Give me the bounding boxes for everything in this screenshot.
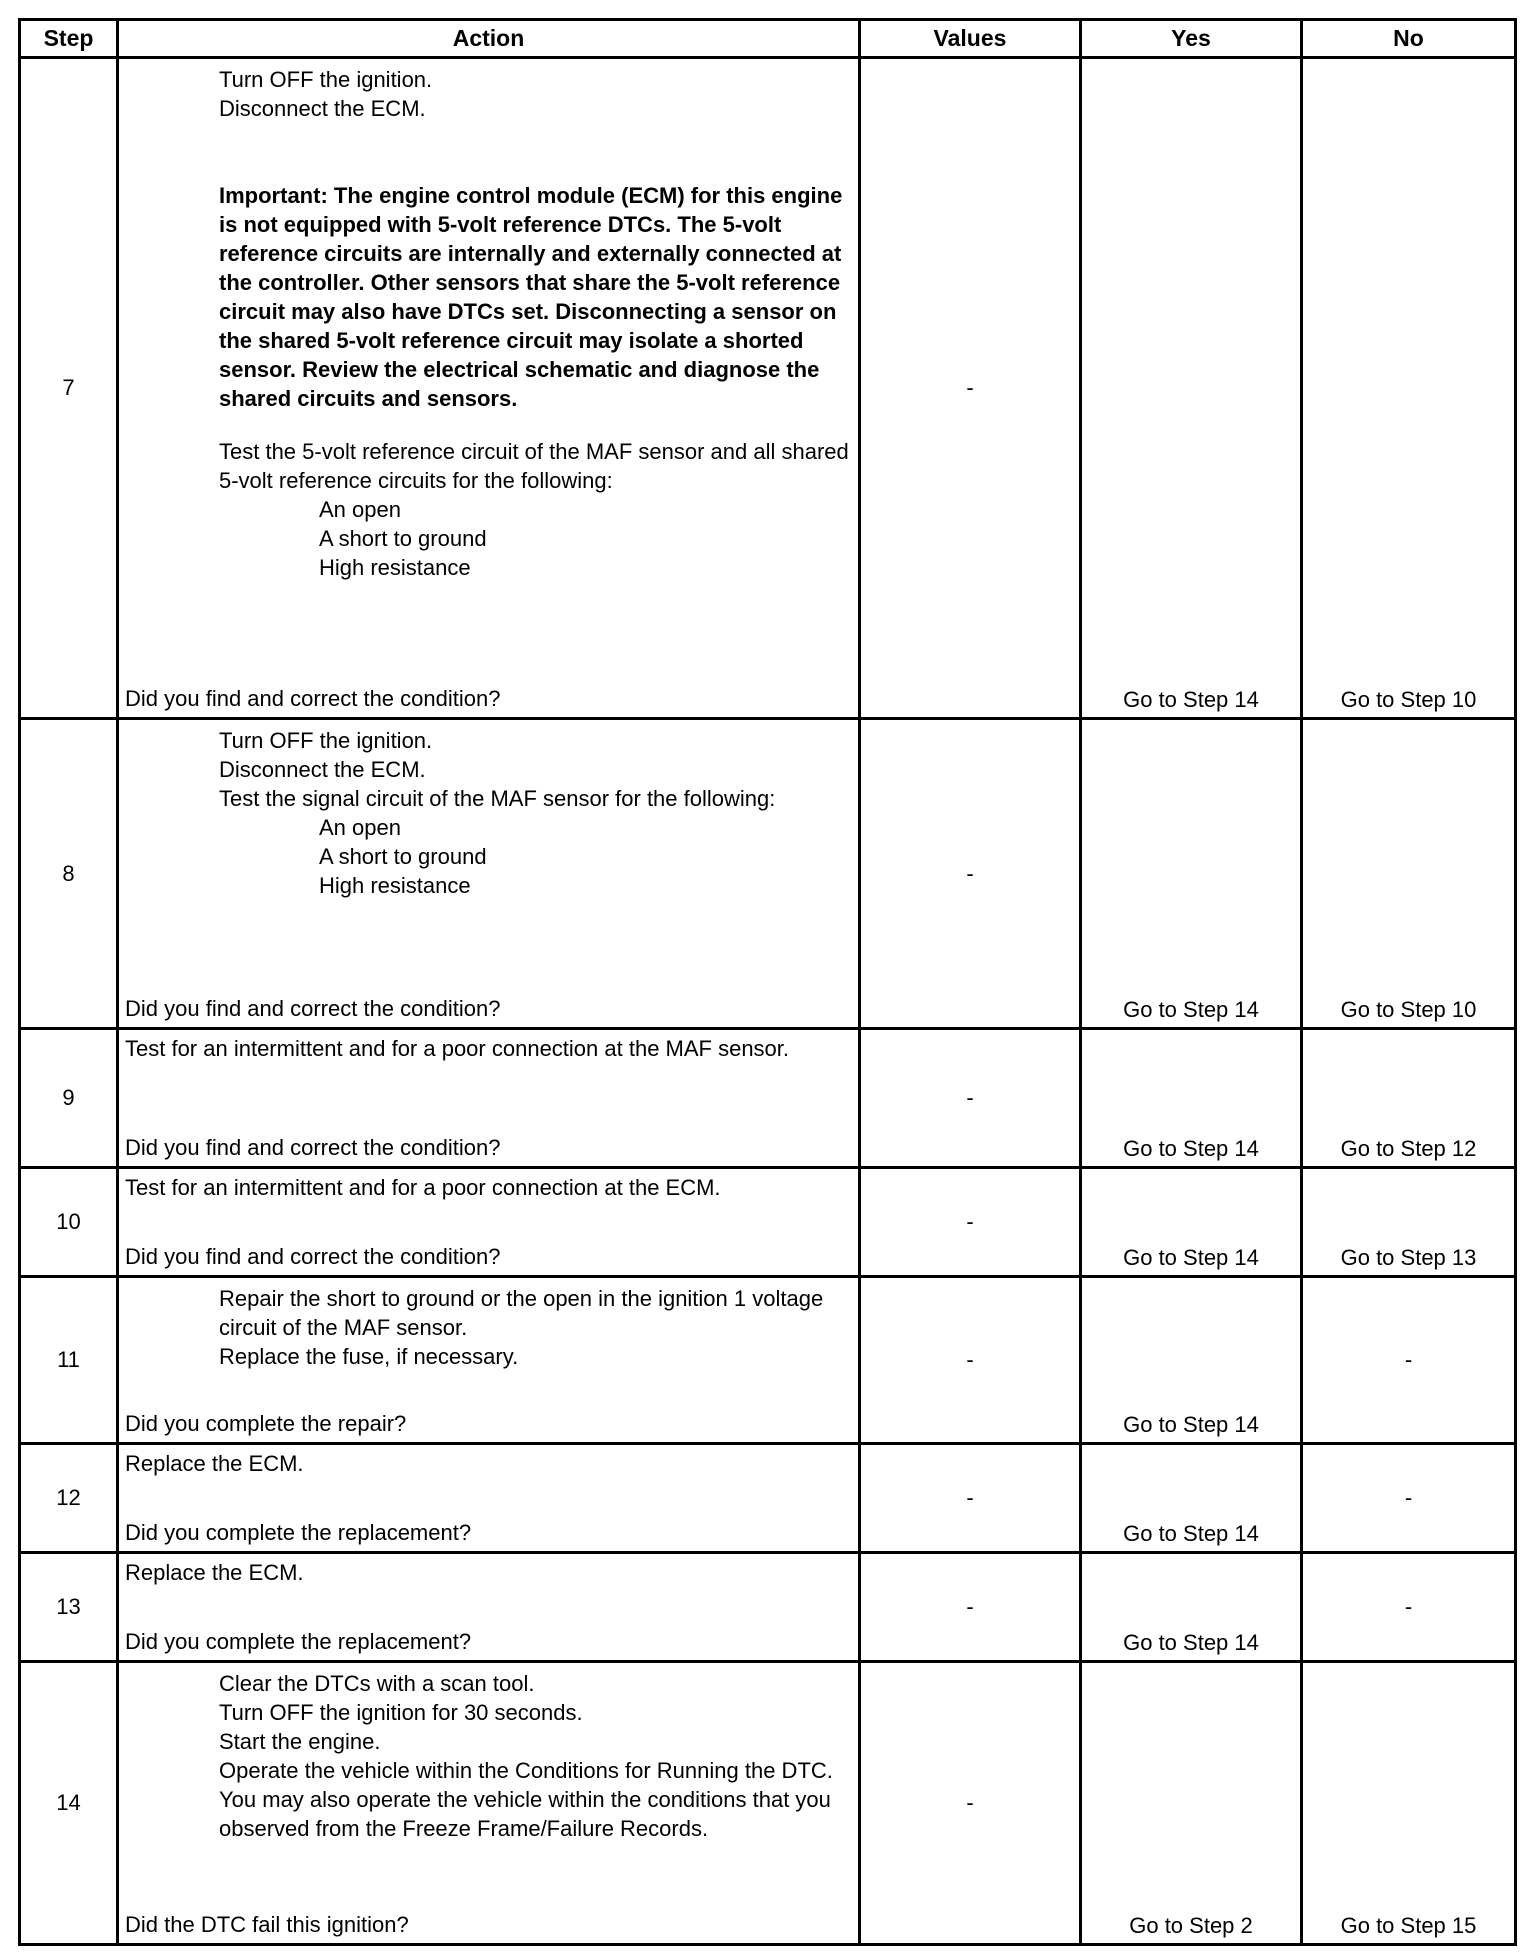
action-line: Replace the fuse, if necessary.: [219, 1344, 519, 1369]
header-action: Action: [118, 20, 860, 58]
important-note: Important: The engine control module (ECM) for this engine is not equipped with 5-volt reference DTCs. The 5-volt reference circuits are internally and externally connected at the controller. Other sensors that share the 5-volt reference circuit may also have DTCs set. Disconnecting a sensor on the shared 5-volt reference circuit may isolate a shorted sensor. Review the electrical schematic and diagnose the shared circuits and sensors.: [219, 183, 843, 411]
table-row: [20, 1168, 1516, 1277]
action-text: Test for an intermittent and for a poor connection at the MAF sensor.: [125, 1036, 790, 1061]
action-steps: [219, 1663, 858, 1843]
step-number: 14: [20, 1662, 118, 1945]
yes-cell: [1081, 1277, 1302, 1444]
action-cell: [118, 58, 860, 719]
action-line: Turn OFF the ignition.: [219, 67, 433, 92]
action-cell: [118, 1168, 860, 1277]
values-cell: -: [860, 1168, 1081, 1277]
no-cell: -: [1302, 1277, 1516, 1444]
yes-cell: [1081, 1168, 1302, 1277]
header-no: No: [1302, 20, 1516, 58]
values-cell: -: [860, 58, 1081, 719]
header-step: Step: [20, 20, 118, 58]
no-cell: [1302, 1168, 1516, 1277]
table-row: [20, 719, 1516, 1029]
values-cell: -: [860, 1553, 1081, 1662]
action-question: Did you find and correct the condition?: [125, 1244, 501, 1269]
action-cell: [118, 1444, 860, 1553]
yes-goto: Go to Step 14: [1123, 1630, 1259, 1655]
condition-item: A short to ground: [319, 526, 487, 551]
yes-cell: [1081, 1662, 1302, 1945]
step-number: 10: [20, 1168, 118, 1277]
action-text: Replace the ECM.: [125, 1560, 304, 1585]
yes-cell: [1081, 719, 1302, 1029]
action-steps: [219, 59, 858, 123]
values-cell: -: [860, 1444, 1081, 1553]
action-line: Operate the vehicle within the Conditions for Running the DTC. You may also operate the vehicle within the conditions that you observed from the Freeze Frame/Failure Records.: [219, 1758, 833, 1841]
header-row: [20, 20, 1516, 58]
table-row: [20, 1277, 1516, 1444]
no-goto: Go to Step 12: [1340, 1136, 1477, 1161]
action-line: Turn OFF the ignition for 30 seconds.: [219, 1700, 583, 1725]
no-goto: Go to Step 13: [1340, 1245, 1477, 1270]
header-values: Values: [860, 20, 1081, 58]
action-cell: [118, 1553, 860, 1662]
table-row: [20, 1029, 1516, 1168]
action-line: Clear the DTCs with a scan tool.: [219, 1671, 535, 1696]
yes-goto: Go to Step 2: [1129, 1913, 1253, 1938]
no-cell: -: [1302, 1553, 1516, 1662]
yes-cell: [1081, 1444, 1302, 1553]
condition-item: High resistance: [319, 873, 471, 898]
action-line: Test the signal circuit of the MAF sensor for the following:: [219, 786, 776, 811]
condition-list: [319, 813, 858, 900]
action-line: Turn OFF the ignition.: [219, 728, 433, 753]
yes-goto: Go to Step 14: [1123, 687, 1259, 712]
condition-list: [319, 495, 858, 582]
no-cell: -: [1302, 1444, 1516, 1553]
step-number: 8: [20, 719, 118, 1029]
action-line: Test the 5-volt reference circuit of the MAF sensor and all shared 5-volt reference circuits for the following:: [219, 439, 849, 493]
action-question: Did you complete the replacement?: [125, 1520, 472, 1545]
action-question: Did you find and correct the condition?: [125, 996, 501, 1021]
action-cell: [118, 1662, 860, 1945]
action-question: Did the DTC fail this ignition?: [125, 1912, 409, 1937]
yes-goto: Go to Step 14: [1123, 1521, 1259, 1546]
diagnostic-table: [18, 18, 1517, 1946]
values-cell: -: [860, 1662, 1081, 1945]
step-number: 12: [20, 1444, 118, 1553]
condition-item: A short to ground: [319, 844, 487, 869]
yes-goto: Go to Step 14: [1123, 1136, 1259, 1161]
action-steps: [219, 1278, 858, 1371]
step-number: 11: [20, 1277, 118, 1444]
yes-goto: Go to Step 14: [1123, 1245, 1259, 1270]
action-question: Did you find and correct the condition?: [125, 686, 501, 711]
no-cell: [1302, 1662, 1516, 1945]
action-line: Disconnect the ECM.: [219, 757, 426, 782]
condition-item: High resistance: [319, 555, 471, 580]
values-cell: -: [860, 1277, 1081, 1444]
no-cell: [1302, 719, 1516, 1029]
no-cell: [1302, 1029, 1516, 1168]
action-question: Did you find and correct the condition?: [125, 1135, 501, 1160]
action-line: Repair the short to ground or the open in the ignition 1 voltage circuit of the MAF sensor.: [219, 1286, 824, 1340]
action-steps: [219, 720, 858, 813]
no-goto: Go to Step 10: [1340, 997, 1477, 1022]
test-instruction: [219, 437, 858, 495]
no-goto: Go to Step 10: [1340, 687, 1477, 712]
yes-goto: Go to Step 14: [1123, 997, 1259, 1022]
step-number: 13: [20, 1553, 118, 1662]
action-cell: [118, 1029, 860, 1168]
yes-cell: [1081, 1029, 1302, 1168]
table-row: [20, 1444, 1516, 1553]
action-question: Did you complete the replacement?: [125, 1629, 472, 1654]
action-line: Start the engine.: [219, 1729, 381, 1754]
values-cell: -: [860, 719, 1081, 1029]
table-row: [20, 1553, 1516, 1662]
action-cell: [118, 719, 860, 1029]
condition-item: An open: [319, 497, 401, 522]
yes-cell: [1081, 58, 1302, 719]
values-cell: -: [860, 1029, 1081, 1168]
action-cell: [118, 1277, 860, 1444]
condition-item: An open: [319, 815, 401, 840]
action-text: Replace the ECM.: [125, 1451, 304, 1476]
table-row: [20, 58, 1516, 719]
header-yes: Yes: [1081, 20, 1302, 58]
action-question: Did you complete the repair?: [125, 1411, 407, 1436]
action-text: Test for an intermittent and for a poor connection at the ECM.: [125, 1175, 721, 1200]
yes-cell: [1081, 1553, 1302, 1662]
no-cell: [1302, 58, 1516, 719]
no-goto: Go to Step 15: [1340, 1913, 1477, 1938]
step-number: 9: [20, 1029, 118, 1168]
table-row: [20, 1662, 1516, 1945]
yes-goto: Go to Step 14: [1123, 1412, 1259, 1437]
action-line: Disconnect the ECM.: [219, 96, 426, 121]
step-number: 7: [20, 58, 118, 719]
